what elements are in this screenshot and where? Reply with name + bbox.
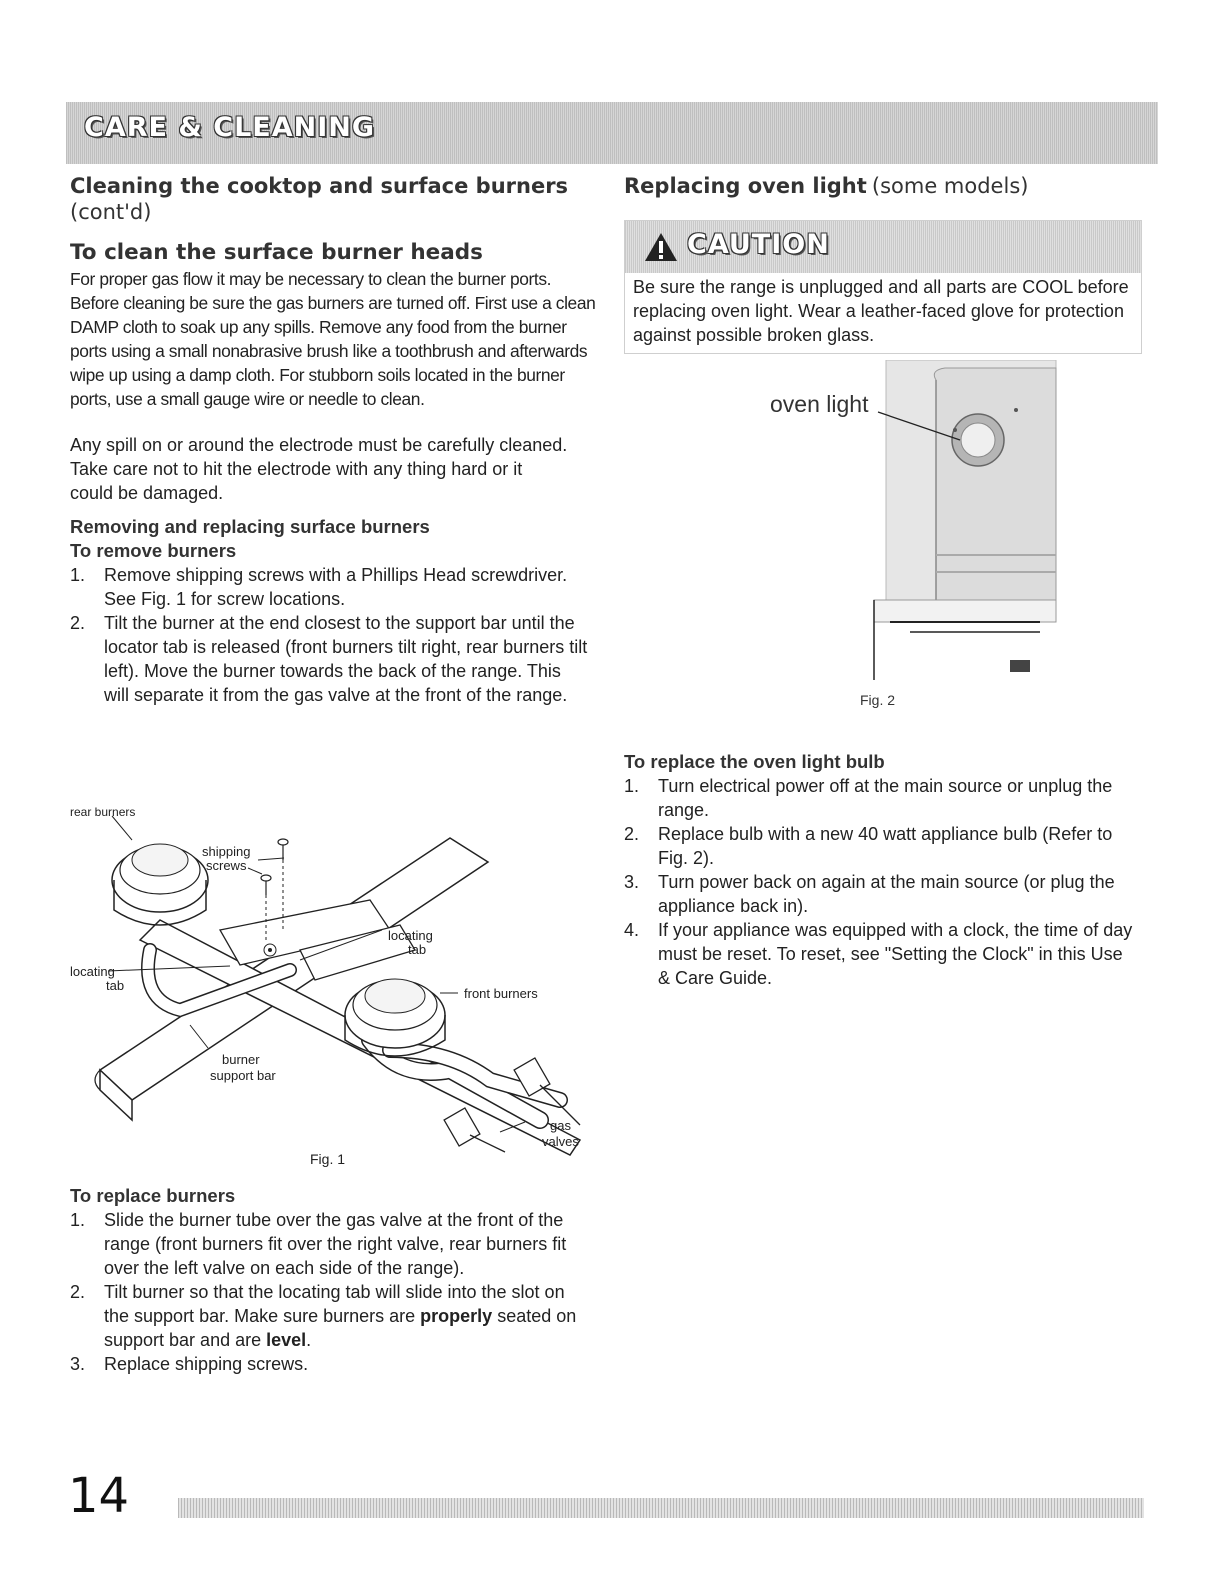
warning-triangle-icon [643,231,679,263]
footer-bar [178,1498,1144,1518]
figure-1-burner-diagram [70,800,600,1180]
list-item: 3. Turn power back on again at the main source (or plug the appliance back in). [624,872,1115,916]
removing-replacing-heading: Removing and replacing surface burners [70,516,430,537]
figure-2-oven-light [760,360,1060,715]
list-item: 1. Remove shipping screws with a Phillips Head screwdriver. See Fig. 1 for screw locations. [70,565,568,609]
label-support-bar: support bar [210,1068,276,1083]
list-item: 1. Slide the burner tube over the gas valve at the front of the range (front burners fit over the right valve, rear burners fit over the left valve on each side of the range). [70,1210,567,1278]
list-item: 2. Tilt burner so that the locating tab will slide into the slot on the support bar. Make sure burners are properly seated on support bar and are level. [70,1282,577,1350]
label-burner: burner [222,1052,260,1067]
remove-burners-heading: To remove burners [70,540,237,561]
label-shipping: shipping [202,844,251,859]
oven-light-heading: Replacing oven light [624,174,867,198]
label-oven-light: oven light [770,391,869,417]
burner-heads-paragraph: For proper gas flow it may be necessary to clean the burner ports. Before cleaning be sure the gas burners are turned off. First use a clean DAMP cloth to soak up any spills. Remove any food from the burner ports using a small nonabrasive brush like a toothbrush and afterwards wipe up using a damp cloth. For stubborn soils located in the burner ports, use a small gauge wire or needle to clean. [70,269,596,409]
oven-light-heading-note: (some models) [871,174,1029,198]
list-item: 2. Tilt the burner at the end closest to the support bar until the locator tab is released (front burners tilt right, rear burners tilt left). Move the burner towards the back of the range. This will separate it from the gas valve at the front of the range. [70,613,588,705]
cooktop-heading-cont: (cont'd) [70,200,152,224]
oven-bulb-heading: To replace the oven light bulb [624,751,885,772]
label-tab-left: tab [106,978,125,993]
electrode-paragraph: Any spill on or around the electrode must be carefully cleaned. Take care not to hit the electrode with any thing hard or it could be damaged. [70,435,568,503]
remove-steps-list [70,563,590,707]
replace-steps-list [70,1208,590,1376]
label-gas: gas [550,1118,571,1133]
label-front-burners: front burners [464,986,538,1001]
list-item: 1. Turn electrical power off at the main source or unplug the range. [624,776,1113,820]
caution-text: Be sure the range is unplugged and all parts are COOL before replacing oven light. Wear a leather-faced glove for protection against possible broken glass. [633,277,1129,345]
label-locating-right: locating [388,928,433,943]
section-title: CARE & CLEANING [84,112,376,143]
list-item: 3. Replace shipping screws. [70,1354,309,1374]
caution-title: CAUTION [687,229,830,260]
replace-burners-heading: To replace burners [70,1185,236,1206]
cooktop-heading: Cleaning the cooktop and surface burners [70,174,569,198]
right-column-heading [624,174,1144,198]
list-item: 2. Replace bulb with a new 40 watt appliance bulb (Refer to Fig. 2). [624,824,1113,868]
caution-box [624,220,1142,354]
burner-heads-heading: To clean the surface burner heads [70,240,483,265]
list-item: 4. If your appliance was equipped with a clock, the time of day must be reset. To reset, see "Setting the Clock" in this Use & Care Guide. [624,920,1133,988]
caution-header [625,221,1141,273]
oven-bulb-section [624,750,1144,990]
label-tab-right: tab [408,942,427,957]
label-screws: screws [206,858,247,873]
bulb-steps-list [624,774,1134,990]
replace-burners-section [70,1184,600,1376]
label-valves: valves [542,1134,579,1149]
section-banner [66,102,1158,164]
figure-1-caption: Fig. 1 [310,1151,346,1167]
page-number: 14 [68,1468,130,1524]
label-locating-left: locating [70,964,115,979]
label-rear-burners: rear burners [70,805,136,819]
left-column [70,174,600,707]
figure-2-caption: Fig. 2 [860,692,896,708]
